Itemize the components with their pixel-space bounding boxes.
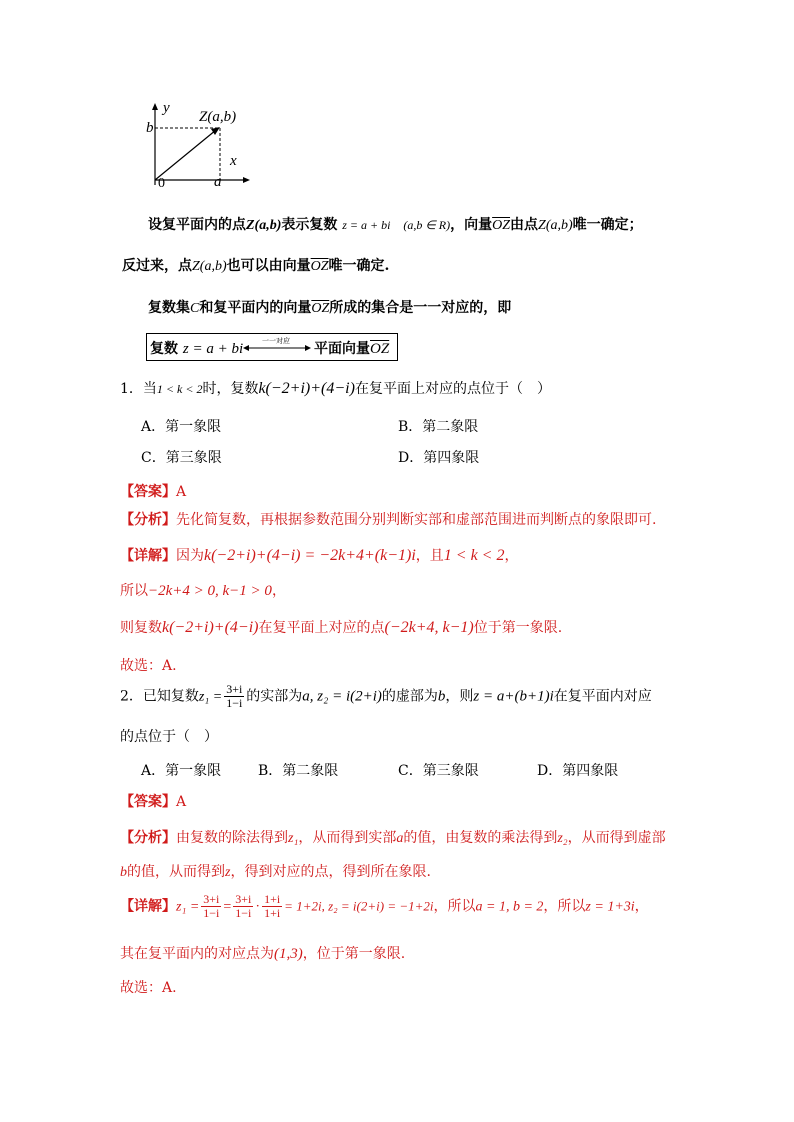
q2-detail-line-2: 其在复平面内的对应点为(1,3)，位于第一象限. (120, 946, 406, 962)
correspondence-right: 平面向量$\overline{OZ}$ (314, 341, 390, 357)
vector-oz (155, 130, 216, 180)
correspondence-content: 复数 z = a + bi (150, 341, 244, 357)
correspondence-arrow-label: 一一对应 (262, 337, 290, 345)
diagram-point-label: Z(a,b) (199, 109, 237, 125)
q1-analysis: 【分析】先化简复数，再根据参数范围分别判断实部和虚部范围进而判断点的象限即可. (120, 512, 657, 528)
q2-detail-fraction-1: $\frac{3+i}{1-i}$ (203, 892, 220, 920)
q1-conclusion: 故选：A. (120, 658, 177, 674)
q2-analysis-line-1: 【分析】由复数的除法得到z₁，从而得到实部a的值，由复数的乘法得到z₂，从而得到虚部 (120, 830, 666, 846)
q2-detail-fraction-2: $\frac{3+i}{1-i}$ (235, 892, 252, 920)
double-arrow-icon (243, 343, 311, 353)
q2-stem-fraction: $\frac{3+i}{1-i}$ (226, 682, 243, 710)
q2-analysis-line-2: b的值，从而得到z，得到对应的点，得到所在象限. (120, 864, 431, 880)
q2-option-b: B．第二象限 (258, 763, 339, 779)
q1-option-b: B．第二象限 (398, 419, 479, 435)
diagram-origin-label: 0 (158, 176, 165, 191)
q2-option-c: C．第三象限 (398, 763, 479, 779)
diagram-b-label: b (146, 120, 154, 136)
intro-line-2: 反过来，点Z(a,b)也可以由向量$\overline{OZ}$唯一确定. (122, 258, 390, 274)
q2-detail-line-1: 【详解】z₁ = $\frac{3+i}{1-i}$ = $\frac{3+i}{1-i}$ · $\frac{1+i}{1+i}$ = 1+2i, z₂ = i(2+i) = −1+2i，所以a = 1, b = 2，所以z = 1+3i， (120, 892, 649, 920)
diagram-a-label: a (214, 174, 222, 190)
q1-detail-line-2: 所以−2k+4 > 0, k−1 > 0， (120, 583, 286, 599)
q2-stem-line-2: 的点位于（ ） (120, 729, 218, 745)
q1-detail-line-1: 【详解】因为k(−2+i)+(4−i) = −2k+4+(k−1)i，且1 < k < 2， (120, 547, 519, 564)
q1-option-c: C．第三象限 (141, 450, 222, 466)
q2-answer: 【答案】A (120, 794, 187, 810)
x-axis-arrow (243, 177, 250, 183)
q2-stem-line-1: 2．已知复数z₁ = $\frac{3+i}{1-i}$ 的实部为a, z₂ = i(2+i)的虚部为b，则z = a+(b+1)i在复平面内对应 (120, 682, 652, 710)
q1-detail-line-3: 则复数k(−2+i)+(4−i)在复平面上对应的点(−2k+4, k−1)位于第一象限. (120, 619, 563, 636)
diagram-x-label: x (230, 153, 237, 169)
intro-line-3: 复数集C和复平面内的向量$\overline{OZ}$所成的集合是一一对应的，即 (148, 300, 512, 316)
q2-detail-fraction-3: $\frac{1+i}{1+i}$ (264, 892, 281, 920)
q1-option-a: A．第一象限 (141, 419, 222, 435)
q2-option-a: A．第一象限 (141, 763, 222, 779)
q2-conclusion: 故选：A. (120, 980, 177, 996)
y-axis-arrow (152, 103, 158, 110)
q1-answer: 【答案】A (120, 484, 187, 500)
q1-option-d: D．第四象限 (398, 450, 480, 466)
intro-line-1: 设复平面内的点Z(a,b)表示复数 z = a + bi (a,b ∈ R)，向量$\overline{OZ}$由点Z(a,b)唯一确定； (148, 217, 643, 233)
q1-stem: 1．当1 < k < 2时，复数k(−2+i)+(4−i)在复平面上对应的点位于（ ） (120, 380, 551, 397)
q2-option-d: D．第四象限 (537, 763, 619, 779)
diagram-y-label: y (163, 100, 170, 116)
